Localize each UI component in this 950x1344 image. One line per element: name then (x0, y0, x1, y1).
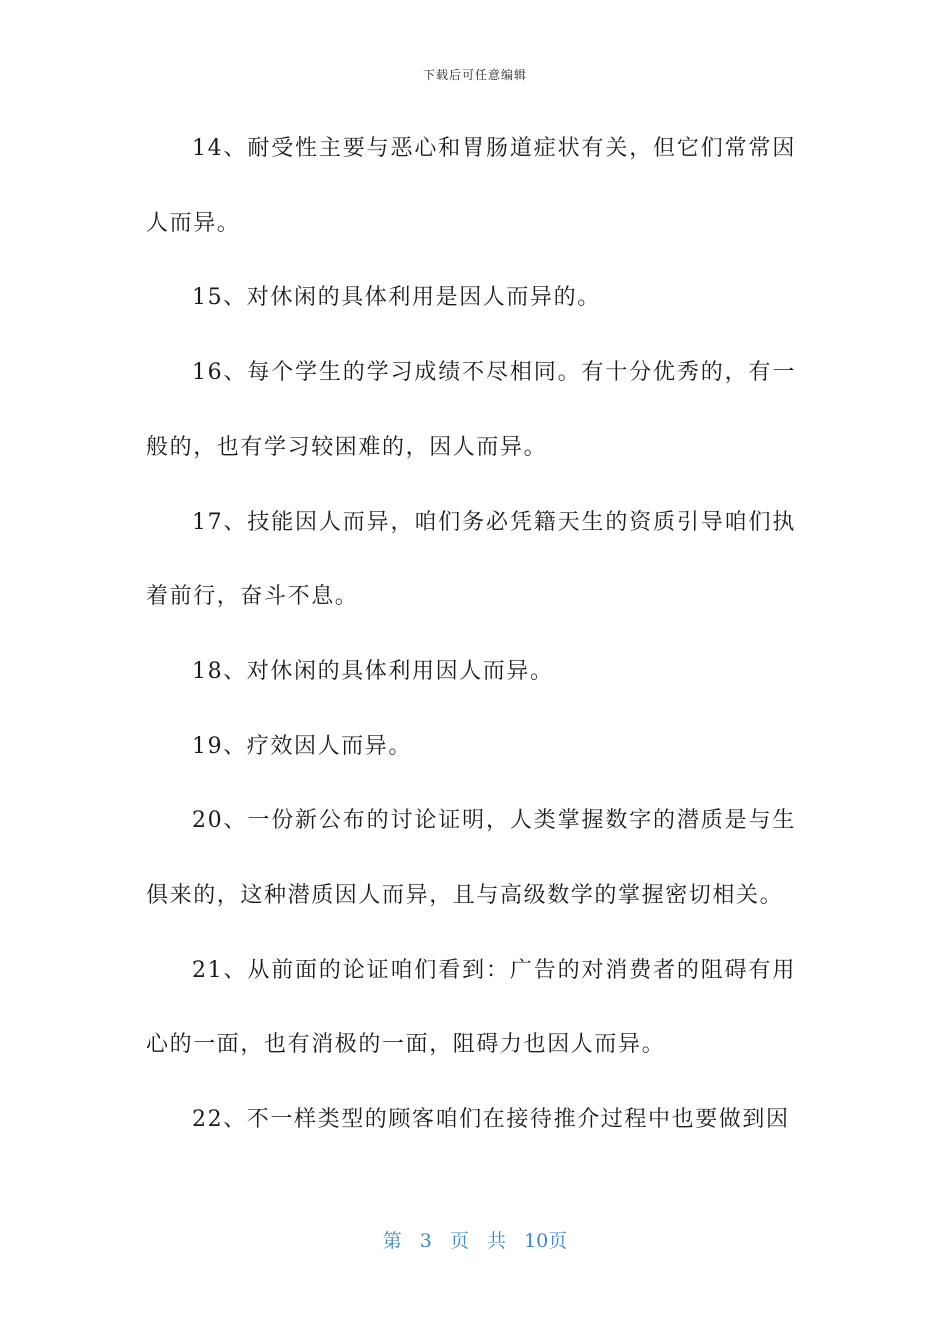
paragraph-17: 17、技能因人而异，咱们务必凭籍天生的资质引导咱们执着前行，奋斗不息。 (146, 509, 796, 610)
paragraph-16: 16、每个学生的学习成绩不尽相同。有十分优秀的，有一般的，也有学习较困难的，因人而异。 (146, 360, 796, 460)
footer-word-di: 第 (382, 1230, 402, 1252)
footer-current-page: 3 (419, 1230, 432, 1252)
paragraph-19: 19、疗效因人而异。 (192, 733, 412, 759)
page-header-note: 下载后可任意编辑 (422, 68, 527, 82)
footer-total-pages: 10页 (524, 1230, 568, 1252)
page-footer (0, 1226, 950, 1253)
paragraph-20: 20、一份新公布的讨论证明，人类掌握数字的潜质是与生俱来的，这种潜质因人而异，且与高级数学的掌握密切相关。 (146, 808, 796, 909)
paragraph-15: 15、对休闲的具体利用是因人而异的。 (192, 285, 601, 311)
paragraph-21: 21、从前面的论证咱们看到：广告的对消费者的阻碍有用心的一面，也有消极的一面，阻碍力也因人而异。 (146, 957, 796, 1058)
footer-word-ye: 页 (449, 1230, 469, 1252)
document-body (146, 112, 796, 1158)
footer-word-gong: 共 (487, 1230, 507, 1252)
paragraph-22: 22、不一样类型的顾客咱们在接待推介过程中也要做到因 (192, 1107, 790, 1133)
paragraph-18: 18、对休闲的具体利用因人而异。 (192, 658, 554, 684)
paragraph-14: 14、耐受性主要与恶心和胃肠道症状有关，但它们常常因人而异。 (146, 136, 796, 236)
